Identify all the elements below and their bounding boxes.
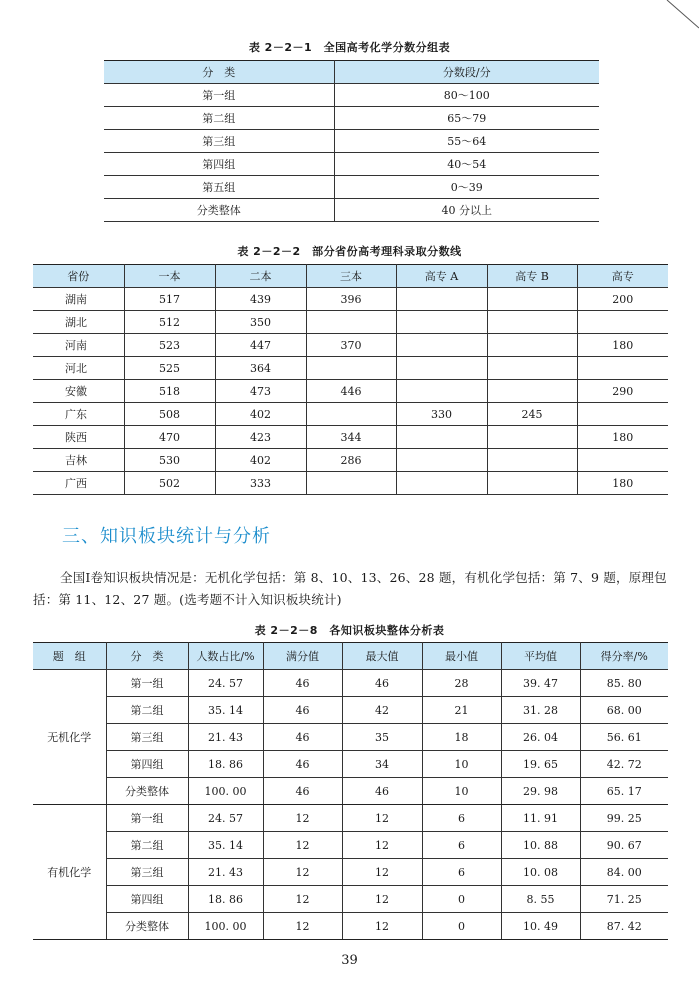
table-row bbox=[104, 130, 599, 153]
header-min: 最小值 bbox=[422, 643, 501, 670]
table-cell: 12 bbox=[342, 859, 422, 886]
province-cell: 陕西 bbox=[33, 426, 124, 449]
table-row bbox=[33, 724, 668, 751]
table-cell bbox=[306, 403, 396, 426]
table-cell: 55～64 bbox=[334, 130, 599, 153]
section-title: 三、知识板块统计与分析 bbox=[62, 526, 271, 547]
table-cell: 12 bbox=[342, 832, 422, 859]
table-cell bbox=[487, 426, 577, 449]
table-cell: 0 bbox=[422, 886, 501, 913]
table-cell: 28 bbox=[422, 670, 501, 697]
table-cell: 200 bbox=[577, 288, 668, 311]
header-tier-1: 一本 bbox=[124, 265, 215, 288]
table-cell: 65～79 bbox=[334, 107, 599, 130]
table-cell: 245 bbox=[487, 403, 577, 426]
table-row bbox=[33, 805, 668, 832]
table-cell: 42. 72 bbox=[580, 751, 668, 778]
section-paragraph: 全国Ⅰ卷知识板块情况是：无机化学包括：第 8、10、13、26、28 题，有机化学包括：第 7、9 题，原理包括：第 11、12、27 题。(选考题不计入知识板块统计) bbox=[33, 570, 667, 607]
table-cell: 46 bbox=[342, 778, 422, 805]
table-cell: 350 bbox=[215, 311, 306, 334]
table-cell: 第四组 bbox=[106, 886, 188, 913]
province-cell: 湖北 bbox=[33, 311, 124, 334]
table-cell: 56. 61 bbox=[580, 724, 668, 751]
table-cell: 第四组 bbox=[106, 751, 188, 778]
table-cell: 344 bbox=[306, 426, 396, 449]
table-cell: 10 bbox=[422, 778, 501, 805]
table2-caption: 表 2－2－2 部分省份高考理科录取分数线 bbox=[237, 245, 462, 258]
table-cell bbox=[487, 380, 577, 403]
table-cell: 99. 25 bbox=[580, 805, 668, 832]
table-cell: 12 bbox=[263, 859, 342, 886]
table-cell: 12 bbox=[342, 913, 422, 940]
table-cell bbox=[487, 334, 577, 357]
table-cell: 第一组 bbox=[106, 805, 188, 832]
table-cell bbox=[396, 334, 487, 357]
table-row bbox=[33, 886, 668, 913]
table-cell bbox=[306, 472, 396, 495]
table-cell: 502 bbox=[124, 472, 215, 495]
header-topic-group: 题 组 bbox=[33, 643, 106, 670]
table-cell: 12 bbox=[263, 913, 342, 940]
table-cell: 402 bbox=[215, 449, 306, 472]
page-number: 39 bbox=[341, 953, 358, 968]
table-cell: 100. 00 bbox=[188, 913, 263, 940]
table-cell: 12 bbox=[263, 886, 342, 913]
table-cell: 85. 80 bbox=[580, 670, 668, 697]
table-cell: 402 bbox=[215, 403, 306, 426]
table-cell: 180 bbox=[577, 472, 668, 495]
table-cell: 46 bbox=[263, 670, 342, 697]
table-cell: 508 bbox=[124, 403, 215, 426]
table-row bbox=[33, 334, 668, 357]
table-cell: 84. 00 bbox=[580, 859, 668, 886]
table-row bbox=[104, 107, 599, 130]
table-cell: 423 bbox=[215, 426, 306, 449]
table-cell: 第三组 bbox=[106, 724, 188, 751]
table-cell: 35. 14 bbox=[188, 832, 263, 859]
table-cell: 46 bbox=[263, 778, 342, 805]
province-cell: 广东 bbox=[33, 403, 124, 426]
table-cell: 518 bbox=[124, 380, 215, 403]
table-cell: 512 bbox=[124, 311, 215, 334]
table-cell: 40 分以上 bbox=[334, 199, 599, 222]
table-cell bbox=[487, 472, 577, 495]
table-cell: 第二组 bbox=[104, 107, 334, 130]
table-cell: 6 bbox=[422, 859, 501, 886]
table-cell: 第二组 bbox=[106, 697, 188, 724]
table-cell: 180 bbox=[577, 426, 668, 449]
table-cell: 第三组 bbox=[106, 859, 188, 886]
table-cell bbox=[396, 472, 487, 495]
knowledge-module-table bbox=[33, 642, 668, 940]
table-header-row bbox=[33, 265, 668, 288]
admission-score-table bbox=[33, 264, 668, 495]
header-category: 分 类 bbox=[106, 643, 188, 670]
table-row bbox=[33, 913, 668, 940]
table-row bbox=[33, 832, 668, 859]
table-cell: 10. 88 bbox=[501, 832, 580, 859]
header-max: 最大值 bbox=[342, 643, 422, 670]
table-cell: 第二组 bbox=[106, 832, 188, 859]
table-cell bbox=[577, 403, 668, 426]
table-row bbox=[104, 176, 599, 199]
table-cell: 12 bbox=[342, 805, 422, 832]
table-cell: 35 bbox=[342, 724, 422, 751]
table-cell: 525 bbox=[124, 357, 215, 380]
table-cell bbox=[306, 311, 396, 334]
table-cell: 第五组 bbox=[104, 176, 334, 199]
table-cell bbox=[487, 288, 577, 311]
page-corner-line bbox=[659, 0, 699, 30]
table-cell: 21 bbox=[422, 697, 501, 724]
header-share: 人数占比/% bbox=[188, 643, 263, 670]
table-cell: 290 bbox=[577, 380, 668, 403]
table-cell: 42 bbox=[342, 697, 422, 724]
table-cell bbox=[487, 357, 577, 380]
table-cell: 12 bbox=[263, 832, 342, 859]
table-cell: 18. 86 bbox=[188, 751, 263, 778]
group-name-cell: 有机化学 bbox=[33, 805, 106, 940]
table-cell: 333 bbox=[215, 472, 306, 495]
table-row bbox=[104, 199, 599, 222]
table-row bbox=[33, 859, 668, 886]
header-full-score: 满分值 bbox=[263, 643, 342, 670]
province-cell: 河北 bbox=[33, 357, 124, 380]
table-row bbox=[104, 153, 599, 176]
province-cell: 吉林 bbox=[33, 449, 124, 472]
table-cell: 31. 28 bbox=[501, 697, 580, 724]
table-cell: 21. 43 bbox=[188, 724, 263, 751]
table-row bbox=[33, 670, 668, 697]
header-province: 省份 bbox=[33, 265, 124, 288]
header-score-range: 分数段/分 bbox=[334, 61, 599, 84]
table-cell bbox=[577, 357, 668, 380]
table1-caption: 表 2－2－1 全国高考化学分数分组表 bbox=[248, 41, 451, 54]
header-vocational: 高专 bbox=[577, 265, 668, 288]
table-cell: 523 bbox=[124, 334, 215, 357]
table-cell: 46 bbox=[342, 670, 422, 697]
table-cell: 364 bbox=[215, 357, 306, 380]
table-cell: 12 bbox=[342, 886, 422, 913]
table-cell: 10. 08 bbox=[501, 859, 580, 886]
table-row bbox=[104, 84, 599, 107]
table-header-row bbox=[33, 643, 668, 670]
table-cell: 24. 57 bbox=[188, 805, 263, 832]
table-cell: 530 bbox=[124, 449, 215, 472]
table-cell: 24. 57 bbox=[188, 670, 263, 697]
province-cell: 河南 bbox=[33, 334, 124, 357]
table-cell: 71. 25 bbox=[580, 886, 668, 913]
table-cell: 分类整体 bbox=[104, 199, 334, 222]
table-cell: 分类整体 bbox=[106, 913, 188, 940]
table-header-row bbox=[104, 61, 599, 84]
table-row bbox=[33, 697, 668, 724]
table-cell bbox=[396, 380, 487, 403]
table-cell bbox=[487, 449, 577, 472]
table-cell bbox=[487, 311, 577, 334]
table-row bbox=[33, 449, 668, 472]
table-cell: 517 bbox=[124, 288, 215, 311]
table-cell: 46 bbox=[263, 751, 342, 778]
table-cell: 19. 65 bbox=[501, 751, 580, 778]
table-cell: 21. 43 bbox=[188, 859, 263, 886]
table-cell: 396 bbox=[306, 288, 396, 311]
table-cell: 446 bbox=[306, 380, 396, 403]
table-cell: 第三组 bbox=[104, 130, 334, 153]
table-cell: 447 bbox=[215, 334, 306, 357]
table-cell bbox=[396, 426, 487, 449]
table-cell: 330 bbox=[396, 403, 487, 426]
table-cell: 80～100 bbox=[334, 84, 599, 107]
table-row bbox=[33, 778, 668, 805]
table-cell: 0～39 bbox=[334, 176, 599, 199]
table-cell: 65. 17 bbox=[580, 778, 668, 805]
header-average: 平均值 bbox=[501, 643, 580, 670]
table-cell: 100. 00 bbox=[188, 778, 263, 805]
table-cell: 第四组 bbox=[104, 153, 334, 176]
table-cell: 6 bbox=[422, 805, 501, 832]
table-cell: 0 bbox=[422, 913, 501, 940]
header-vocational-a: 高专 A bbox=[396, 265, 487, 288]
table-cell: 46 bbox=[263, 724, 342, 751]
table-cell: 68. 00 bbox=[580, 697, 668, 724]
table3-caption: 表 2－2－8 各知识板块整体分析表 bbox=[254, 624, 445, 637]
score-group-table bbox=[104, 60, 599, 222]
table-cell: 39. 47 bbox=[501, 670, 580, 697]
table-cell: 10. 49 bbox=[501, 913, 580, 940]
table-cell: 90. 67 bbox=[580, 832, 668, 859]
table-cell: 35. 14 bbox=[188, 697, 263, 724]
header-category: 分 类 bbox=[104, 61, 334, 84]
table-cell: 11. 91 bbox=[501, 805, 580, 832]
table-row bbox=[33, 311, 668, 334]
table-cell bbox=[577, 449, 668, 472]
table-cell: 370 bbox=[306, 334, 396, 357]
table-cell: 18. 86 bbox=[188, 886, 263, 913]
table-row bbox=[33, 357, 668, 380]
table-cell: 8. 55 bbox=[501, 886, 580, 913]
table-cell: 分类整体 bbox=[106, 778, 188, 805]
table-cell: 12 bbox=[263, 805, 342, 832]
table-cell: 87. 42 bbox=[580, 913, 668, 940]
group-name-cell: 无机化学 bbox=[33, 670, 106, 805]
header-score-rate: 得分率/% bbox=[580, 643, 668, 670]
header-tier-2: 二本 bbox=[215, 265, 306, 288]
table-cell: 34 bbox=[342, 751, 422, 778]
table-cell bbox=[396, 449, 487, 472]
table-cell: 473 bbox=[215, 380, 306, 403]
table-cell: 6 bbox=[422, 832, 501, 859]
table-row bbox=[33, 288, 668, 311]
table-row bbox=[33, 403, 668, 426]
table-cell: 26. 04 bbox=[501, 724, 580, 751]
table-cell bbox=[306, 357, 396, 380]
table-cell: 180 bbox=[577, 334, 668, 357]
table-row bbox=[33, 751, 668, 778]
table-row bbox=[33, 472, 668, 495]
province-cell: 湖南 bbox=[33, 288, 124, 311]
table-row bbox=[33, 426, 668, 449]
table-cell: 46 bbox=[263, 697, 342, 724]
table-cell: 29. 98 bbox=[501, 778, 580, 805]
table-cell: 439 bbox=[215, 288, 306, 311]
table-cell: 第一组 bbox=[104, 84, 334, 107]
province-cell: 安徽 bbox=[33, 380, 124, 403]
table-cell: 470 bbox=[124, 426, 215, 449]
table-cell: 286 bbox=[306, 449, 396, 472]
table-row bbox=[33, 380, 668, 403]
table-cell: 40～54 bbox=[334, 153, 599, 176]
table-cell bbox=[396, 288, 487, 311]
table-cell: 10 bbox=[422, 751, 501, 778]
table-cell: 第一组 bbox=[106, 670, 188, 697]
header-tier-3: 三本 bbox=[306, 265, 396, 288]
table-cell bbox=[396, 357, 487, 380]
province-cell: 广西 bbox=[33, 472, 124, 495]
header-vocational-b: 高专 B bbox=[487, 265, 577, 288]
table-cell bbox=[577, 311, 668, 334]
table-cell: 18 bbox=[422, 724, 501, 751]
table-cell bbox=[396, 311, 487, 334]
